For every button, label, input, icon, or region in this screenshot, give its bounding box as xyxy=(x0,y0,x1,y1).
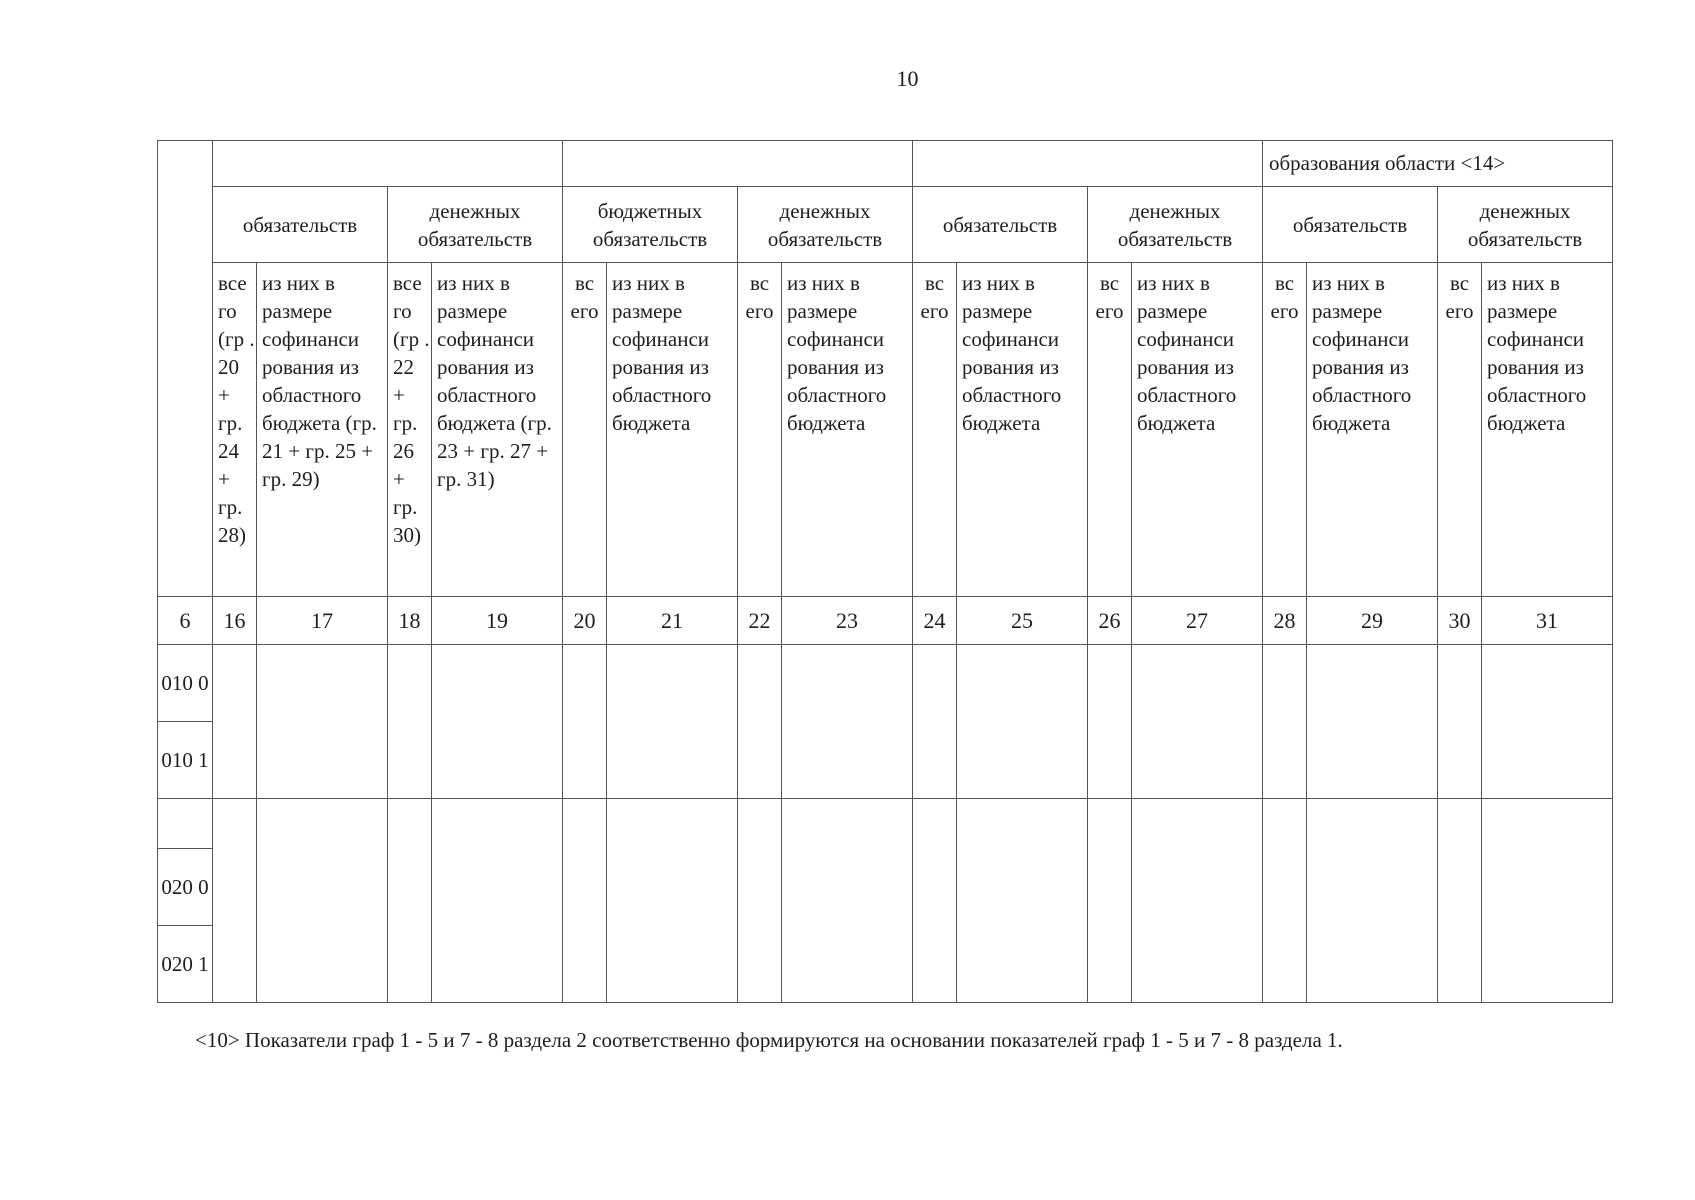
detail-header: вс его xyxy=(1088,263,1132,597)
table-cell xyxy=(432,799,563,1003)
row-code xyxy=(158,799,213,849)
page-number: 10 xyxy=(896,66,919,91)
detail-header: вс его xyxy=(1263,263,1307,597)
table-cell xyxy=(1132,645,1263,799)
group-header-2 xyxy=(563,141,913,187)
column-number: 22 xyxy=(738,597,782,645)
table-row xyxy=(158,799,1613,849)
column-number: 25 xyxy=(957,597,1088,645)
column-number: 31 xyxy=(1482,597,1613,645)
header-sub-row xyxy=(158,187,1613,263)
detail-header: из них в размере софинанси рования из областного бюджета xyxy=(1307,263,1438,597)
row-code: 020 0 xyxy=(158,849,213,926)
sub-header: денежных обязательств xyxy=(1438,187,1613,263)
sub-header: обязательств xyxy=(213,187,388,263)
column-number: 21 xyxy=(607,597,738,645)
detail-header: вс его xyxy=(738,263,782,597)
group-header-3 xyxy=(913,141,1263,187)
table-cell xyxy=(913,799,957,1003)
table-cell xyxy=(213,645,257,799)
detail-header: из них в размере софинанси рования из областного бюджета (гр. 21 + гр. 25 + гр. 29) xyxy=(257,263,388,597)
detail-header: вс его xyxy=(1438,263,1482,597)
table-cell xyxy=(432,645,563,799)
column-number: 26 xyxy=(1088,597,1132,645)
row-code-header xyxy=(158,141,213,597)
column-number: 6 xyxy=(158,597,213,645)
table-cell xyxy=(1307,645,1438,799)
table-cell xyxy=(388,645,432,799)
table-row xyxy=(158,645,1613,722)
detail-header: все го (гр . 20 + гр. 24 + гр. 28) xyxy=(213,263,257,597)
detail-header: из них в размере софинанси рования из областного бюджета xyxy=(957,263,1088,597)
table-cell xyxy=(388,799,432,1003)
table-cell xyxy=(738,645,782,799)
sub-header: денежных обязательств xyxy=(738,187,913,263)
group-header-4: образования области <14> xyxy=(1263,141,1613,187)
detail-header: вс его xyxy=(913,263,957,597)
header-detail-row xyxy=(158,263,1613,597)
table-cell xyxy=(563,799,607,1003)
column-number: 27 xyxy=(1132,597,1263,645)
table-cell xyxy=(1263,645,1307,799)
detail-header: вс его xyxy=(563,263,607,597)
table-cell xyxy=(1132,799,1263,1003)
row-code: 020 1 xyxy=(158,926,213,1003)
table-cell xyxy=(1438,645,1482,799)
column-number: 28 xyxy=(1263,597,1307,645)
sub-header: денежных обязательств xyxy=(1088,187,1263,263)
table-cell xyxy=(607,645,738,799)
detail-header: из них в размере софинанси рования из областного бюджета (гр. 23 + гр. 27 + гр. 31) xyxy=(432,263,563,597)
column-number: 24 xyxy=(913,597,957,645)
table-cell xyxy=(257,799,388,1003)
sub-header: денежных обязательств xyxy=(388,187,563,263)
column-number: 23 xyxy=(782,597,913,645)
table-cell xyxy=(1438,799,1482,1003)
table-cell xyxy=(1482,799,1613,1003)
detail-header: из них в размере софинанси рования из областного бюджета xyxy=(1132,263,1263,597)
table-cell xyxy=(957,799,1088,1003)
table-cell xyxy=(257,645,388,799)
table-cell xyxy=(607,799,738,1003)
column-number: 29 xyxy=(1307,597,1438,645)
report-table xyxy=(157,140,1613,1003)
column-number: 17 xyxy=(257,597,388,645)
detail-header: из них в размере софинанси рования из областного бюджета xyxy=(782,263,913,597)
table-cell xyxy=(1088,645,1132,799)
group-header-1 xyxy=(213,141,563,187)
sub-header: обязательств xyxy=(913,187,1088,263)
footnote: <10> Показатели граф 1 - 5 и 7 - 8 раздела 2 соответственно формируются на основании показателей граф 1 - 5 и 7 - 8 раздела 1. xyxy=(195,1028,1343,1052)
column-number: 19 xyxy=(432,597,563,645)
detail-header: из них в размере софинанси рования из областного бюджета xyxy=(607,263,738,597)
column-number-row xyxy=(158,597,1613,645)
table-cell xyxy=(782,645,913,799)
column-number: 16 xyxy=(213,597,257,645)
sub-header: обязательств xyxy=(1263,187,1438,263)
column-number: 30 xyxy=(1438,597,1482,645)
table-cell xyxy=(957,645,1088,799)
header-group-row xyxy=(158,141,1613,187)
table-cell xyxy=(1307,799,1438,1003)
row-code: 010 1 xyxy=(158,722,213,799)
table-cell xyxy=(913,645,957,799)
row-code: 010 0 xyxy=(158,645,213,722)
sub-header: бюджетных обязательств xyxy=(563,187,738,263)
detail-header: все го (гр . 22 + гр. 26 + гр. 30) xyxy=(388,263,432,597)
detail-header: из них в размере софинанси рования из областного бюджета xyxy=(1482,263,1613,597)
column-number: 18 xyxy=(388,597,432,645)
table-cell xyxy=(782,799,913,1003)
table-cell xyxy=(1263,799,1307,1003)
table-cell xyxy=(213,799,257,1003)
table-cell xyxy=(738,799,782,1003)
table-cell xyxy=(1088,799,1132,1003)
table-cell xyxy=(1482,645,1613,799)
table-cell xyxy=(563,645,607,799)
column-number: 20 xyxy=(563,597,607,645)
